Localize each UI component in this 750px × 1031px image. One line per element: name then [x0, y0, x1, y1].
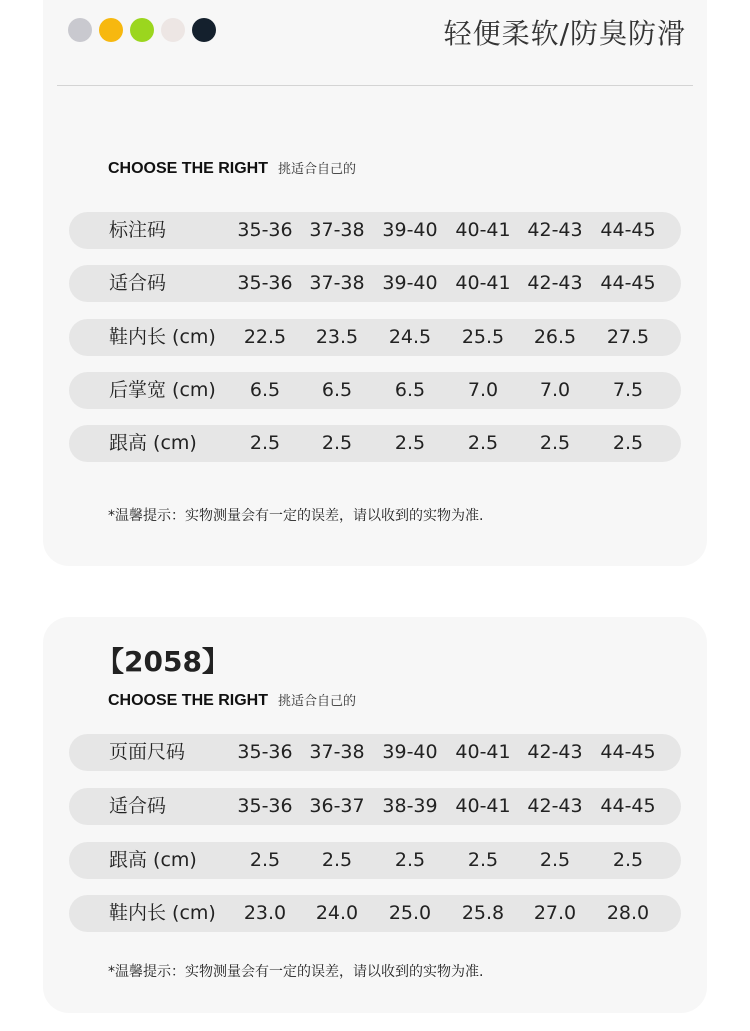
choose-title: CHOOSE THE RIGHT: [108, 160, 269, 177]
choose-heading-1: [108, 158, 356, 178]
table-cell: 42-43: [527, 741, 583, 763]
row-label: 跟高 (cm): [109, 432, 197, 454]
table-cell: 7.5: [612, 379, 644, 401]
choose-subtitle: 挑适合自己的: [278, 694, 357, 709]
row-label: 后掌宽 (cm): [109, 379, 216, 401]
table-cell: 2.5: [394, 432, 426, 454]
table-cell: 24.5: [388, 326, 432, 348]
table-cell: 6.5: [249, 379, 281, 401]
table-cell: 23.5: [315, 326, 359, 348]
table-cell: 2.5: [249, 432, 281, 454]
table-cell: 40-41: [455, 795, 511, 817]
table-cell: 35-36: [237, 795, 293, 817]
table-cell: 39-40: [382, 272, 438, 294]
color-swatches: [68, 18, 216, 42]
table-cell: 35-36: [237, 741, 293, 763]
table-cell: 37-38: [309, 219, 365, 241]
table-cell: 2.5: [539, 849, 571, 871]
measurement-note: *温馨提示：实物测量会有一定的误差，请以收到的实物为准.: [108, 964, 484, 980]
choose-heading-2: [108, 690, 356, 710]
color-swatch-yellow[interactable]: [99, 18, 123, 42]
table-cell: 2.5: [249, 849, 281, 871]
table-cell: 2.5: [467, 849, 499, 871]
model-number: 【2058】: [96, 645, 230, 678]
table-row: [69, 425, 681, 462]
table-cell: 35-36: [237, 272, 293, 294]
row-label: 鞋内长 (cm): [109, 902, 216, 924]
table-row: [69, 842, 681, 879]
table-cell: 26.5: [533, 326, 577, 348]
table-cell: 2.5: [321, 849, 353, 871]
table-cell: 40-41: [455, 219, 511, 241]
table-cell: 25.8: [461, 902, 505, 924]
row-label: 适合码: [109, 272, 167, 294]
table-row: [69, 895, 681, 932]
table-cell: 27.5: [606, 326, 650, 348]
color-swatch-grey[interactable]: [68, 18, 92, 42]
table-cell: 37-38: [309, 272, 365, 294]
table-cell: 23.0: [243, 902, 287, 924]
table-cell: 2.5: [394, 849, 426, 871]
table-cell: 22.5: [243, 326, 287, 348]
table-cell: 27.0: [533, 902, 577, 924]
table-cell: 24.0: [315, 902, 359, 924]
table-cell: 2.5: [612, 849, 644, 871]
color-swatch-green[interactable]: [130, 18, 154, 42]
table-cell: 6.5: [394, 379, 426, 401]
table-cell: 7.0: [467, 379, 499, 401]
color-swatch-pink[interactable]: [161, 18, 185, 42]
table-cell: 44-45: [600, 795, 656, 817]
table-cell: 2.5: [467, 432, 499, 454]
table-cell: 25.5: [461, 326, 505, 348]
row-label: 页面尺码: [109, 741, 186, 763]
table-cell: 44-45: [600, 741, 656, 763]
divider: [57, 85, 693, 86]
choose-title: CHOOSE THE RIGHT: [108, 692, 269, 709]
table-cell: 40-41: [455, 741, 511, 763]
color-swatch-navy[interactable]: [192, 18, 216, 42]
table-cell: 28.0: [606, 902, 650, 924]
row-label: 跟高 (cm): [109, 849, 197, 871]
table-row: [69, 734, 681, 771]
table-cell: 37-38: [309, 741, 365, 763]
row-label: 鞋内长 (cm): [109, 326, 216, 348]
table-cell: 2.5: [612, 432, 644, 454]
table-cell: 42-43: [527, 219, 583, 241]
measurement-note: *温馨提示：实物测量会有一定的误差，请以收到的实物为准.: [108, 508, 484, 524]
table-row: [69, 265, 681, 302]
table-cell: 6.5: [321, 379, 353, 401]
table-cell: 36-37: [309, 795, 365, 817]
table-cell: 44-45: [600, 272, 656, 294]
table-row: [69, 372, 681, 409]
headline: 轻便柔软/防臭防滑: [443, 17, 686, 50]
table-cell: 7.0: [539, 379, 571, 401]
table-cell: 38-39: [382, 795, 438, 817]
table-row: [69, 788, 681, 825]
table-cell: 39-40: [382, 741, 438, 763]
table-cell: 40-41: [455, 272, 511, 294]
row-label: 适合码: [109, 795, 167, 817]
table-cell: 44-45: [600, 219, 656, 241]
table-cell: 2.5: [321, 432, 353, 454]
row-label: 标注码: [109, 219, 167, 241]
table-row: [69, 319, 681, 356]
table-cell: 42-43: [527, 795, 583, 817]
choose-subtitle: 挑适合自己的: [278, 162, 357, 177]
table-row: [69, 212, 681, 249]
table-cell: 2.5: [539, 432, 571, 454]
table-cell: 39-40: [382, 219, 438, 241]
table-cell: 25.0: [388, 902, 432, 924]
table-cell: 42-43: [527, 272, 583, 294]
table-cell: 35-36: [237, 219, 293, 241]
